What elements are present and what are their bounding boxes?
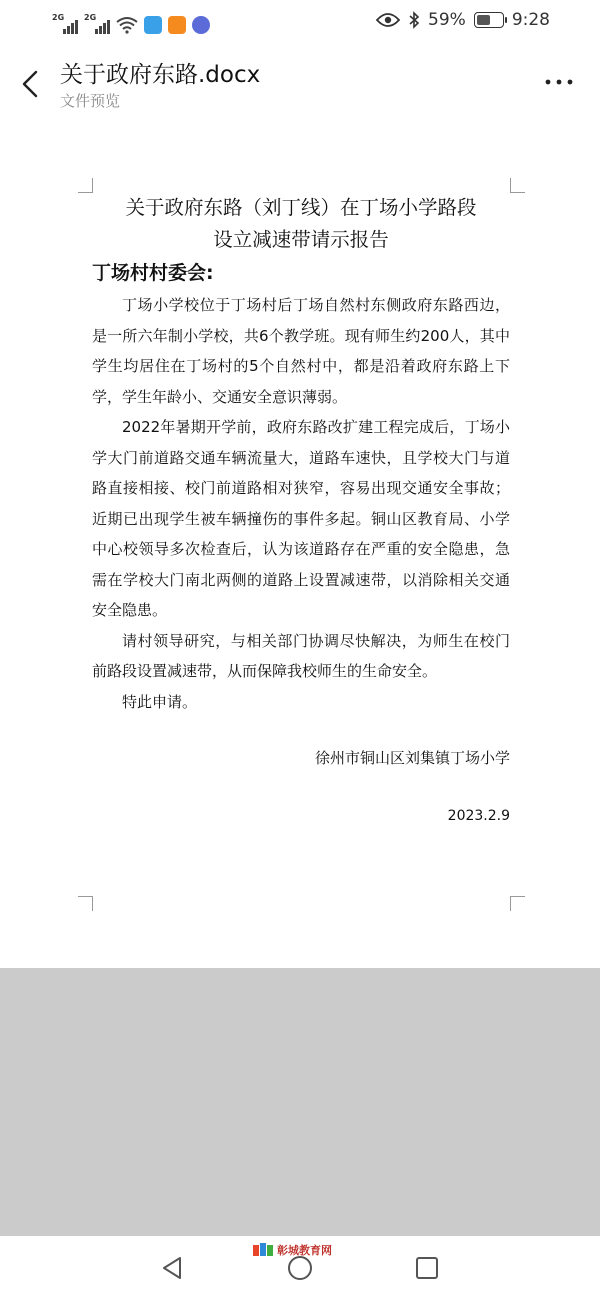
music-app-icon [192, 16, 210, 34]
report-title [92, 192, 510, 256]
battery-percent: 59% [428, 10, 466, 30]
navigation-bar [0, 1236, 600, 1300]
signal-strength-icon [52, 14, 78, 34]
more-dots-icon[interactable] [544, 72, 574, 92]
paragraph: 特此申请。 [122, 692, 198, 711]
document-title: 关于政府东路.docx [60, 62, 261, 88]
preview-background [0, 968, 600, 1236]
bluetooth-icon [408, 11, 420, 29]
clock: 9:28 [511, 10, 550, 30]
status-right [376, 10, 550, 30]
status-bar [0, 0, 600, 44]
eye-icon [376, 12, 400, 28]
report-title-line1: 关于政府东路（刘丁线）在丁场小学路段 [125, 196, 477, 219]
page-corner-mark [78, 896, 93, 911]
status-left [52, 10, 210, 34]
paragraph: 2022年暑期开学前，政府东路改扩建工程完成后，丁场小学大门前道路交通车辆流量大，道路车速快，且学校大门与道路直接相接、校门前道路相对狭窄，容易出现交通安全事故；近期已出现学生被车辆撞伤的事件多起。铜山区教育局、小学中心校领导多次检查后，认为该道路存在严重的安全隐患，急需在学校大门南北两侧的道路上设置减速带，以消除相关交通安全隐患。 [92, 418, 510, 619]
book-logo-icon [252, 1242, 274, 1258]
date: 2023.2.9 [447, 808, 510, 824]
recipient: 丁场村村委会: [92, 262, 214, 284]
signal-type-label: 2G [84, 13, 97, 22]
chevron-left-icon[interactable] [14, 64, 48, 104]
page-corner-mark [78, 178, 93, 193]
wifi-icon [116, 16, 138, 34]
triangle-back-icon[interactable] [158, 1254, 186, 1282]
circle-home-icon[interactable] [286, 1254, 314, 1282]
battery-level [477, 15, 490, 25]
report-title-line2: 设立减速带请示报告 [213, 228, 389, 251]
app-header [0, 44, 600, 120]
signal-type-label: 2G [52, 13, 65, 22]
document-subtitle: 文件预览 [60, 92, 121, 110]
document-content [92, 192, 510, 831]
page-corner-mark [510, 178, 525, 193]
square-recent-icon[interactable] [414, 1255, 440, 1281]
paragraph: 请村领导研究，与相关部门协调尽快解决，为师生在校门前路段设置减速带，从而保障我校师生的生命安全。 [92, 631, 510, 680]
video-app-icon [168, 16, 186, 34]
battery-icon [474, 12, 504, 28]
signature: 徐州市铜山区刘集镇丁场小学 [314, 749, 510, 767]
watermark-text: 彰城教育网 [277, 1244, 332, 1257]
weather-app-icon [144, 16, 162, 34]
paragraph: 丁场小学校位于丁场村后丁场自然村东侧政府东路西边，是一所六年制小学校，共6个教学班。现有师生约200人，其中学生均居住在丁场村的5个自然村中，都是沿着政府东路上下学，学生年龄小、交通安全意识薄弱。 [92, 296, 510, 406]
page-corner-mark [510, 896, 525, 911]
signal-strength-icon [84, 14, 110, 34]
